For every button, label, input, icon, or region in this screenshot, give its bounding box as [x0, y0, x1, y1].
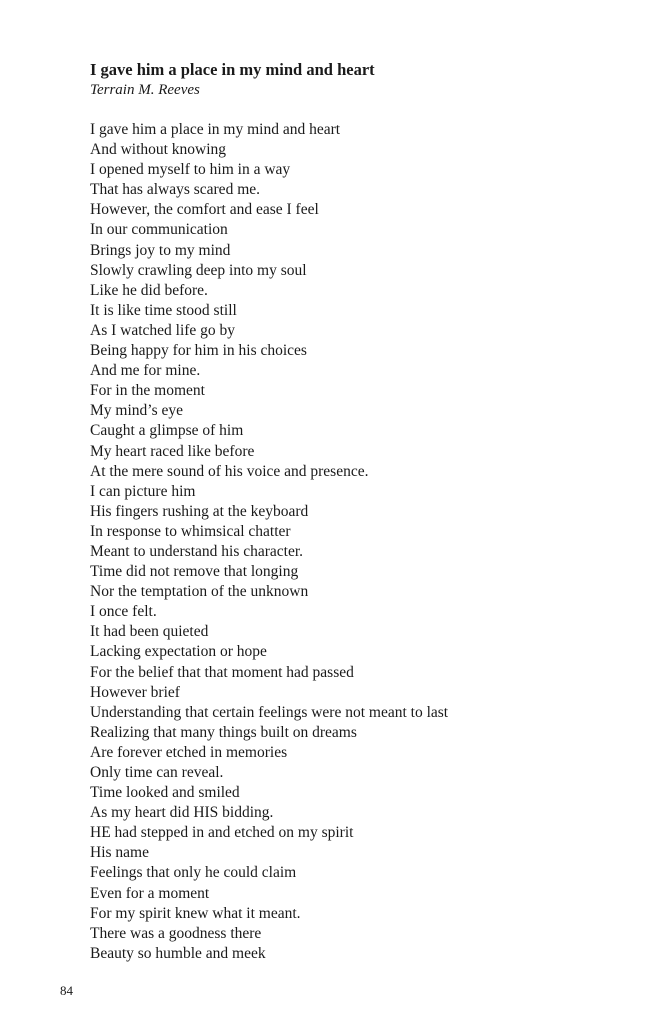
page-number: 84: [60, 983, 73, 998]
poem-line: Like he did before.: [90, 281, 208, 299]
poem-line: There was a goodness there: [90, 924, 262, 942]
poem-line: At the mere sound of his voice and presence.: [90, 462, 369, 480]
poem-line: For my spirit knew what it meant.: [90, 904, 301, 922]
poem-author: Terrain M. Reeves: [90, 82, 200, 98]
poem-line: However brief: [90, 683, 180, 701]
poem-line: Caught a glimpse of him: [90, 422, 244, 440]
poem-line: His name: [90, 844, 149, 862]
poem-line: HE had stepped in and etched on my spirit: [90, 824, 354, 842]
poem-line: Being happy for him in his choices: [90, 342, 307, 360]
poem-line: In response to whimsical chatter: [90, 522, 291, 540]
poem-line: And me for mine.: [90, 362, 201, 380]
poem-line: Are forever etched in memories: [90, 743, 288, 761]
poem-line: Lacking expectation or hope: [90, 643, 267, 661]
poem-line: In our communication: [90, 221, 228, 239]
poem-line: Time looked and smiled: [90, 784, 240, 802]
poem-line: Even for a moment: [90, 884, 210, 902]
poem-line: My heart raced like before: [90, 442, 255, 460]
poem-line: I once felt.: [90, 603, 157, 621]
poem-line: Beauty so humble and meek: [90, 944, 266, 962]
poem-line: Nor the temptation of the unknown: [90, 583, 309, 601]
poem-line: It is like time stood still: [90, 301, 237, 319]
poem-line: Understanding that certain feelings were not meant to last: [90, 703, 449, 721]
poem-line: His fingers rushing at the keyboard: [90, 502, 309, 520]
poem-line: However, the comfort and ease I feel: [90, 201, 319, 219]
poem-line: It had been quieted: [90, 623, 209, 641]
poem-line: I opened myself to him in a way: [90, 161, 291, 179]
poem-line: Only time can reveal.: [90, 764, 224, 781]
poem-line: I gave him a place in my mind and heart: [90, 121, 341, 138]
poem-line: For in the moment: [90, 382, 205, 400]
poem-line: I can picture him: [90, 482, 196, 500]
poem-line: As my heart did HIS bidding.: [90, 804, 274, 822]
poem-line: For the belief that that moment had passed: [90, 663, 354, 681]
poem-line: That has always scared me.: [90, 181, 261, 199]
poem-title: I gave him a place in my mind and heart: [90, 60, 375, 79]
poem-line: Meant to understand his character.: [90, 542, 304, 560]
poem-line: My mind’s eye: [90, 402, 183, 420]
poem-body: [90, 120, 448, 964]
poem-line: Time did not remove that longing: [90, 563, 299, 581]
poem-line: Feelings that only he could claim: [90, 864, 297, 882]
poem-line: And without knowing: [90, 141, 227, 159]
poem-line: As I watched life go by: [90, 321, 236, 339]
poem-line: Realizing that many things built on dreams: [90, 723, 357, 741]
poem-line: Brings joy to my mind: [90, 241, 231, 259]
poem-line: Slowly crawling deep into my soul: [90, 261, 307, 279]
